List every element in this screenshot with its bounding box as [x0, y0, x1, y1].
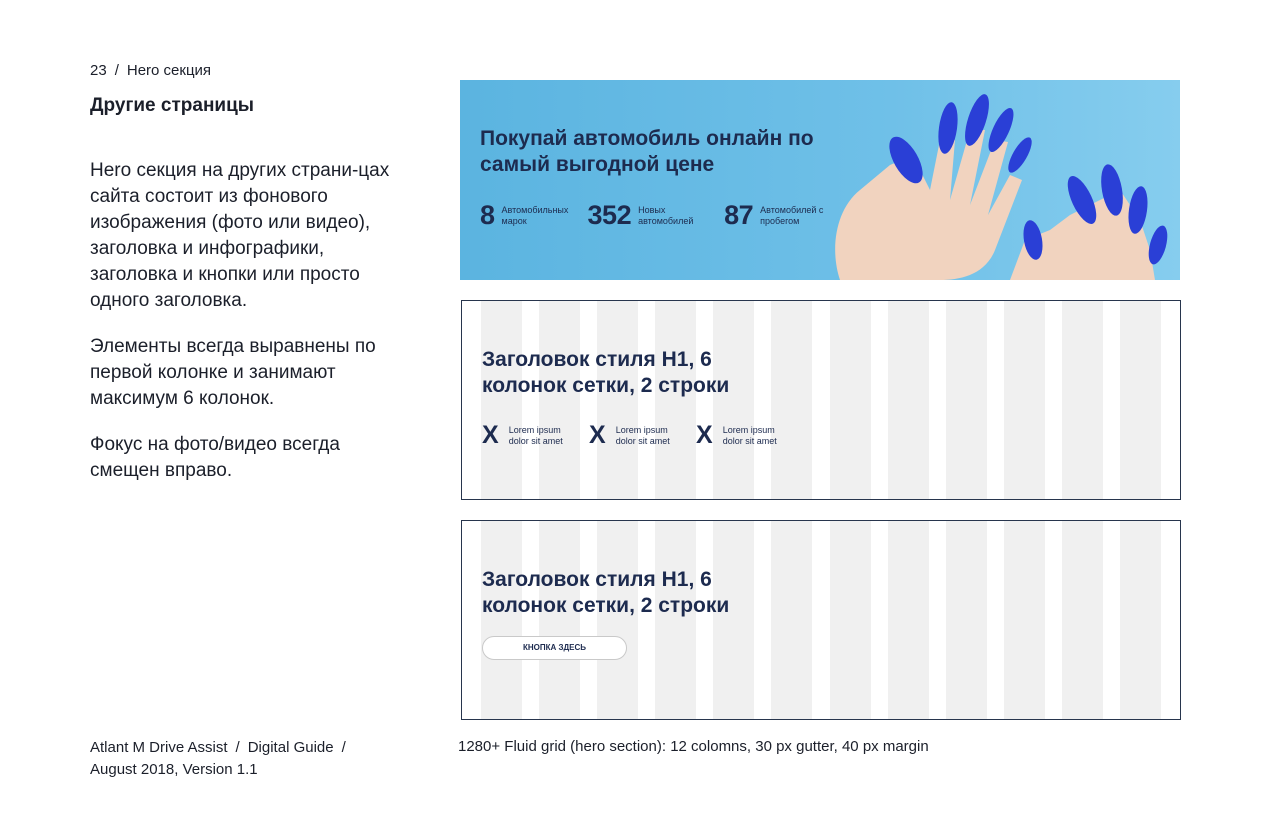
grid-column — [946, 301, 987, 499]
hero-stats — [480, 200, 846, 231]
hand-photo-icon — [820, 80, 1180, 280]
stat-new-cars — [588, 200, 711, 231]
hero-banner — [460, 80, 1180, 280]
grid-column — [888, 521, 929, 719]
breadcrumb-section: Hero секция — [126, 62, 212, 79]
breadcrumb-separator: / — [114, 62, 119, 79]
grid-column — [946, 521, 987, 719]
stat-value: 352 — [587, 200, 632, 230]
grid-column — [1004, 301, 1045, 499]
grid-column — [1004, 521, 1045, 719]
infographic-label: Lorem ipsum dolor sit amet — [615, 424, 670, 446]
infographic-label: Lorem ipsum dolor sit amet — [508, 424, 563, 446]
stat-value: 87 — [724, 200, 754, 230]
infographic-item — [482, 421, 589, 450]
cta-button[interactable]: КНОПКА ЗДЕСЬ — [482, 636, 627, 660]
stat-label: Новых автомобилей — [638, 204, 694, 226]
description — [90, 158, 400, 504]
grid-column — [597, 301, 638, 499]
grid-column — [597, 521, 638, 719]
grid-column — [713, 301, 754, 499]
stat-brands — [480, 200, 574, 231]
grid-column — [539, 301, 580, 499]
infographic-label: Lorem ipsum dolor sit amet — [722, 424, 777, 446]
infographic-item — [589, 421, 696, 450]
stat-label: Автомобилей с пробегом — [760, 204, 824, 226]
grid-column — [1062, 521, 1103, 719]
grid-column — [830, 301, 871, 499]
footer-line — [90, 737, 354, 759]
grid-column — [888, 301, 929, 499]
grid-caption: 1280+ Fluid grid (hero section): 12 colomns, 30 px gutter, 40 px margin — [458, 738, 929, 755]
grid-column — [713, 521, 754, 719]
description-paragraph: Элементы всегда выравнены по первой колонке и занимают максимум 6 колонок. — [90, 336, 376, 409]
description-paragraph: Фокус на фото/видео всегда смещен вправо. — [90, 434, 340, 481]
infographic-value: X — [696, 421, 713, 449]
grid-column — [655, 301, 696, 499]
page-number: 23 — [90, 62, 107, 79]
grid-column — [481, 521, 522, 719]
grid-column — [771, 301, 812, 499]
grid-example-infographic — [461, 300, 1181, 500]
grid-column — [830, 521, 871, 719]
grid-column — [655, 521, 696, 719]
infographic-value: X — [589, 421, 606, 449]
grid-column — [771, 521, 812, 719]
stat-label: Автомобильных марок — [501, 204, 569, 226]
infographic-value: X — [482, 421, 499, 449]
description-paragraph: Hero секция на других страни-цах сайта состоит из фонового изображения (фото или видео), заголовка и инфографики, заголовка и кнопки или просто одного заголовка. — [90, 160, 390, 311]
footer-separator: / — [235, 739, 240, 756]
footer-brand: Atlant M Drive Assist — [90, 739, 228, 756]
infographic-row — [482, 421, 803, 450]
stat-value: 8 — [480, 200, 495, 230]
hero-title: Покупай автомобиль онлайн по самый выгодной цене — [480, 127, 814, 176]
grid-column — [1062, 301, 1103, 499]
stat-used-cars — [724, 200, 832, 231]
grid-column — [1120, 521, 1161, 719]
footer-separator: / — [341, 739, 346, 756]
footer-version: August 2018, Version 1.1 — [90, 761, 258, 778]
breadcrumb — [90, 62, 211, 79]
grid-column — [1120, 301, 1161, 499]
infographic-item — [696, 421, 803, 450]
grid-column — [539, 521, 580, 719]
footer — [90, 737, 354, 781]
footer-guide: Digital Guide — [247, 739, 334, 756]
grid-example-title: Заголовок стиля H1, 6 колонок сетки, 2 строки — [482, 568, 730, 617]
grid-example-button — [461, 520, 1181, 720]
grid-column — [481, 301, 522, 499]
page-title: Другие страницы — [90, 95, 255, 116]
grid-example-title: Заголовок стиля H1, 6 колонок сетки, 2 строки — [482, 348, 730, 397]
